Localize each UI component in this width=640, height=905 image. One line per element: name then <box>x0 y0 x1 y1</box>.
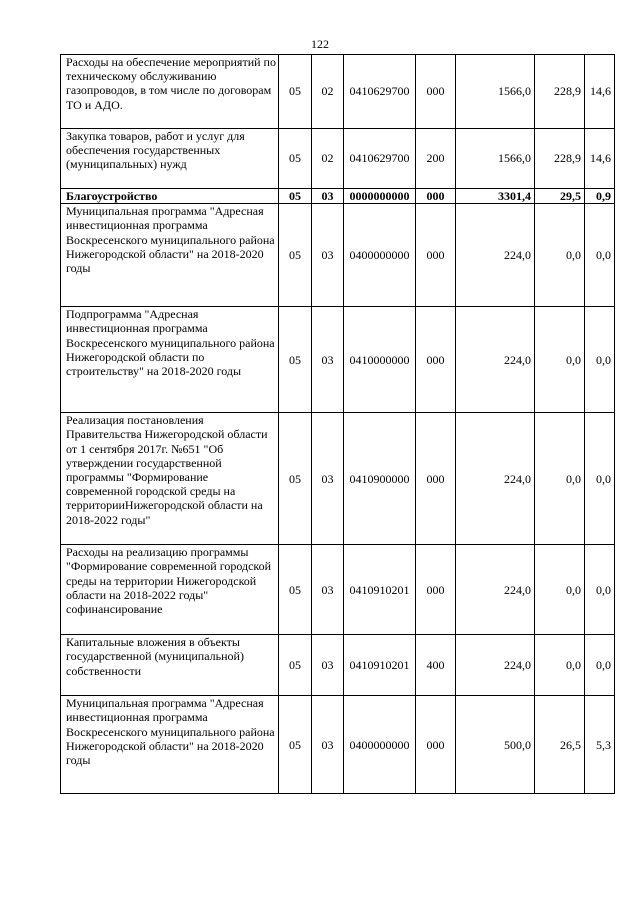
row-execution-percent: 0,0 <box>585 635 615 696</box>
row-subsection-code: 03 <box>312 545 344 635</box>
row-target-article: 0410910201 <box>344 635 416 696</box>
budget-table <box>60 54 615 794</box>
row-planned-amount: 224,0 <box>456 545 535 635</box>
row-executed-amount: 0,0 <box>535 545 585 635</box>
row-target-article: 0410910201 <box>344 545 416 635</box>
row-subsection-code: 03 <box>312 413 344 545</box>
row-executed-amount: 0,0 <box>535 413 585 545</box>
row-execution-percent: 0,0 <box>585 413 615 545</box>
row-target-article: 0410000000 <box>344 307 416 413</box>
row-target-article: 0000000000 <box>344 189 416 204</box>
row-execution-percent: 0,9 <box>585 189 615 204</box>
row-planned-amount: 224,0 <box>456 413 535 545</box>
row-section-code: 05 <box>279 129 312 189</box>
row-expense-type: 000 <box>416 204 456 307</box>
row-planned-amount: 224,0 <box>456 635 535 696</box>
table-row <box>61 413 615 545</box>
row-description: Муниципальная программа "Адресная инвестиционная программа Воскресенского муниципального района Нижегородской области" на 2018-2020 годы <box>61 204 279 307</box>
table-row <box>61 55 615 129</box>
row-description: Реализация постановления Правительства Нижегородской области от 1 сентября 2017г. №651 "Об утверждении государственной программы "Формирование современной городской среды на территорииНижегородской области на 2018-2022 годы" <box>61 413 279 545</box>
budget-table-body <box>61 55 615 794</box>
row-execution-percent: 14,6 <box>585 129 615 189</box>
row-subsection-code: 03 <box>312 204 344 307</box>
row-target-article: 0410629700 <box>344 129 416 189</box>
row-planned-amount: 500,0 <box>456 696 535 794</box>
row-expense-type: 200 <box>416 129 456 189</box>
row-execution-percent: 0,0 <box>585 204 615 307</box>
row-section-code: 05 <box>279 696 312 794</box>
row-section-code: 05 <box>279 55 312 129</box>
row-target-article: 0410629700 <box>344 55 416 129</box>
row-target-article: 0410900000 <box>344 413 416 545</box>
row-target-article: 0400000000 <box>344 696 416 794</box>
row-subsection-code: 02 <box>312 129 344 189</box>
row-planned-amount: 1566,0 <box>456 55 535 129</box>
row-description: Муниципальная программа "Адресная инвестиционная программа Воскресенского муниципального района Нижегородской области" на 2018-2020 годы <box>61 696 279 794</box>
row-subsection-code: 03 <box>312 635 344 696</box>
row-execution-percent: 0,0 <box>585 307 615 413</box>
row-subsection-code: 03 <box>312 189 344 204</box>
row-planned-amount: 3301,4 <box>456 189 535 204</box>
row-executed-amount: 26,5 <box>535 696 585 794</box>
row-description: Благоустройство <box>61 189 279 204</box>
row-expense-type: 000 <box>416 55 456 129</box>
row-planned-amount: 224,0 <box>456 204 535 307</box>
table-row <box>61 635 615 696</box>
table-row <box>61 189 615 204</box>
row-executed-amount: 0,0 <box>535 635 585 696</box>
row-description: Закупка товаров, работ и услуг для обеспечения государственных (муниципальных) нужд <box>61 129 279 189</box>
row-section-code: 05 <box>279 204 312 307</box>
table-row <box>61 545 615 635</box>
row-section-code: 05 <box>279 635 312 696</box>
row-expense-type: 000 <box>416 413 456 545</box>
row-section-code: 05 <box>279 413 312 545</box>
row-subsection-code: 03 <box>312 307 344 413</box>
row-subsection-code: 02 <box>312 55 344 129</box>
row-description: Подпрограмма "Адресная инвестиционная программа Воскресенского муниципального района Нижегородской области по строительству" на 2018-2020 годы <box>61 307 279 413</box>
row-planned-amount: 1566,0 <box>456 129 535 189</box>
row-description: Расходы на реализацию программы "Формирование современной городской среды на территории Нижегородской области на 2018-2022 годы" софинансирование <box>61 545 279 635</box>
row-execution-percent: 5,3 <box>585 696 615 794</box>
page-number: 122 <box>311 37 329 51</box>
row-planned-amount: 224,0 <box>456 307 535 413</box>
table-row <box>61 696 615 794</box>
row-expense-type: 000 <box>416 545 456 635</box>
row-expense-type: 000 <box>416 307 456 413</box>
row-executed-amount: 228,9 <box>535 55 585 129</box>
row-executed-amount: 0,0 <box>535 307 585 413</box>
row-target-article: 0400000000 <box>344 204 416 307</box>
row-executed-amount: 0,0 <box>535 204 585 307</box>
row-description: Капитальные вложения в объекты государственной (муниципальной) собственности <box>61 635 279 696</box>
row-description: Расходы на обеспечение мероприятий по техническому обслуживанию газопроводов, в том числе по договорам ТО и АДО. <box>61 55 279 129</box>
row-section-code: 05 <box>279 189 312 204</box>
row-expense-type: 400 <box>416 635 456 696</box>
table-row <box>61 204 615 307</box>
row-execution-percent: 0,0 <box>585 545 615 635</box>
table-row <box>61 129 615 189</box>
row-section-code: 05 <box>279 545 312 635</box>
table-row <box>61 307 615 413</box>
row-section-code: 05 <box>279 307 312 413</box>
row-subsection-code: 03 <box>312 696 344 794</box>
row-expense-type: 000 <box>416 696 456 794</box>
row-executed-amount: 228,9 <box>535 129 585 189</box>
row-execution-percent: 14,6 <box>585 55 615 129</box>
row-executed-amount: 29,5 <box>535 189 585 204</box>
row-expense-type: 000 <box>416 189 456 204</box>
